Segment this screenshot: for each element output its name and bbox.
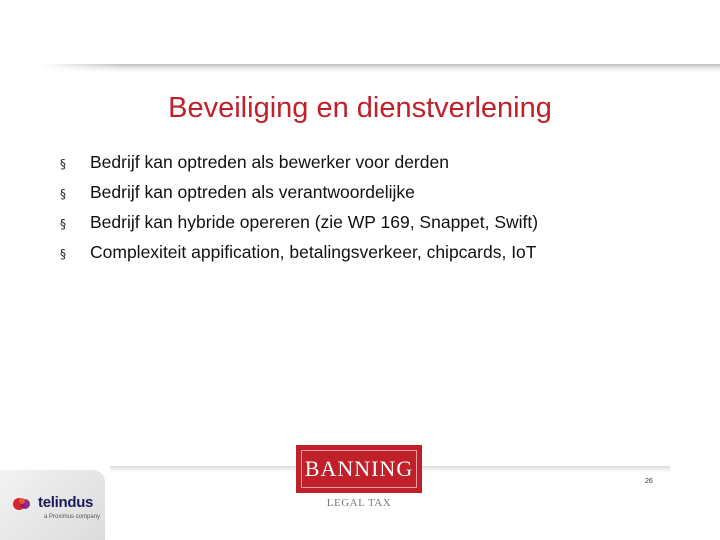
bullet-marker-icon: § xyxy=(60,247,66,261)
bullet-marker-icon: § xyxy=(60,187,66,201)
bullet-marker-icon: § xyxy=(60,157,66,171)
bullet-text: Complexiteit appification, betalingsverkeer, chipcards, IoT xyxy=(90,242,537,262)
banning-logo-text: BANNING xyxy=(301,450,417,488)
telindus-logo-icon xyxy=(12,494,32,514)
telindus-logo-text: telindus xyxy=(38,494,94,511)
bullet-item xyxy=(60,238,538,268)
bullet-item xyxy=(60,178,538,208)
bullet-text: Bedrijf kan optreden als verantwoordelijke xyxy=(90,182,415,202)
page-number: 26 xyxy=(645,478,653,485)
bullet-text: Bedrijf kan optreden als bewerker voor derden xyxy=(90,152,449,172)
bullet-text: Bedrijf kan hybride opereren (zie WP 169, Snappet, Swift) xyxy=(90,212,539,232)
bullet-item xyxy=(60,148,538,178)
bullet-item xyxy=(60,208,538,238)
banning-logo-subtitle: LEGAL TAX xyxy=(326,497,392,509)
slide-title: Beveiliging en dienstverlening xyxy=(168,92,552,124)
bullet-marker-icon: § xyxy=(60,217,66,231)
telindus-tagline: a Proximus company xyxy=(44,514,101,520)
top-divider xyxy=(40,64,720,72)
bullet-list xyxy=(60,148,538,268)
banning-logo xyxy=(296,445,422,493)
